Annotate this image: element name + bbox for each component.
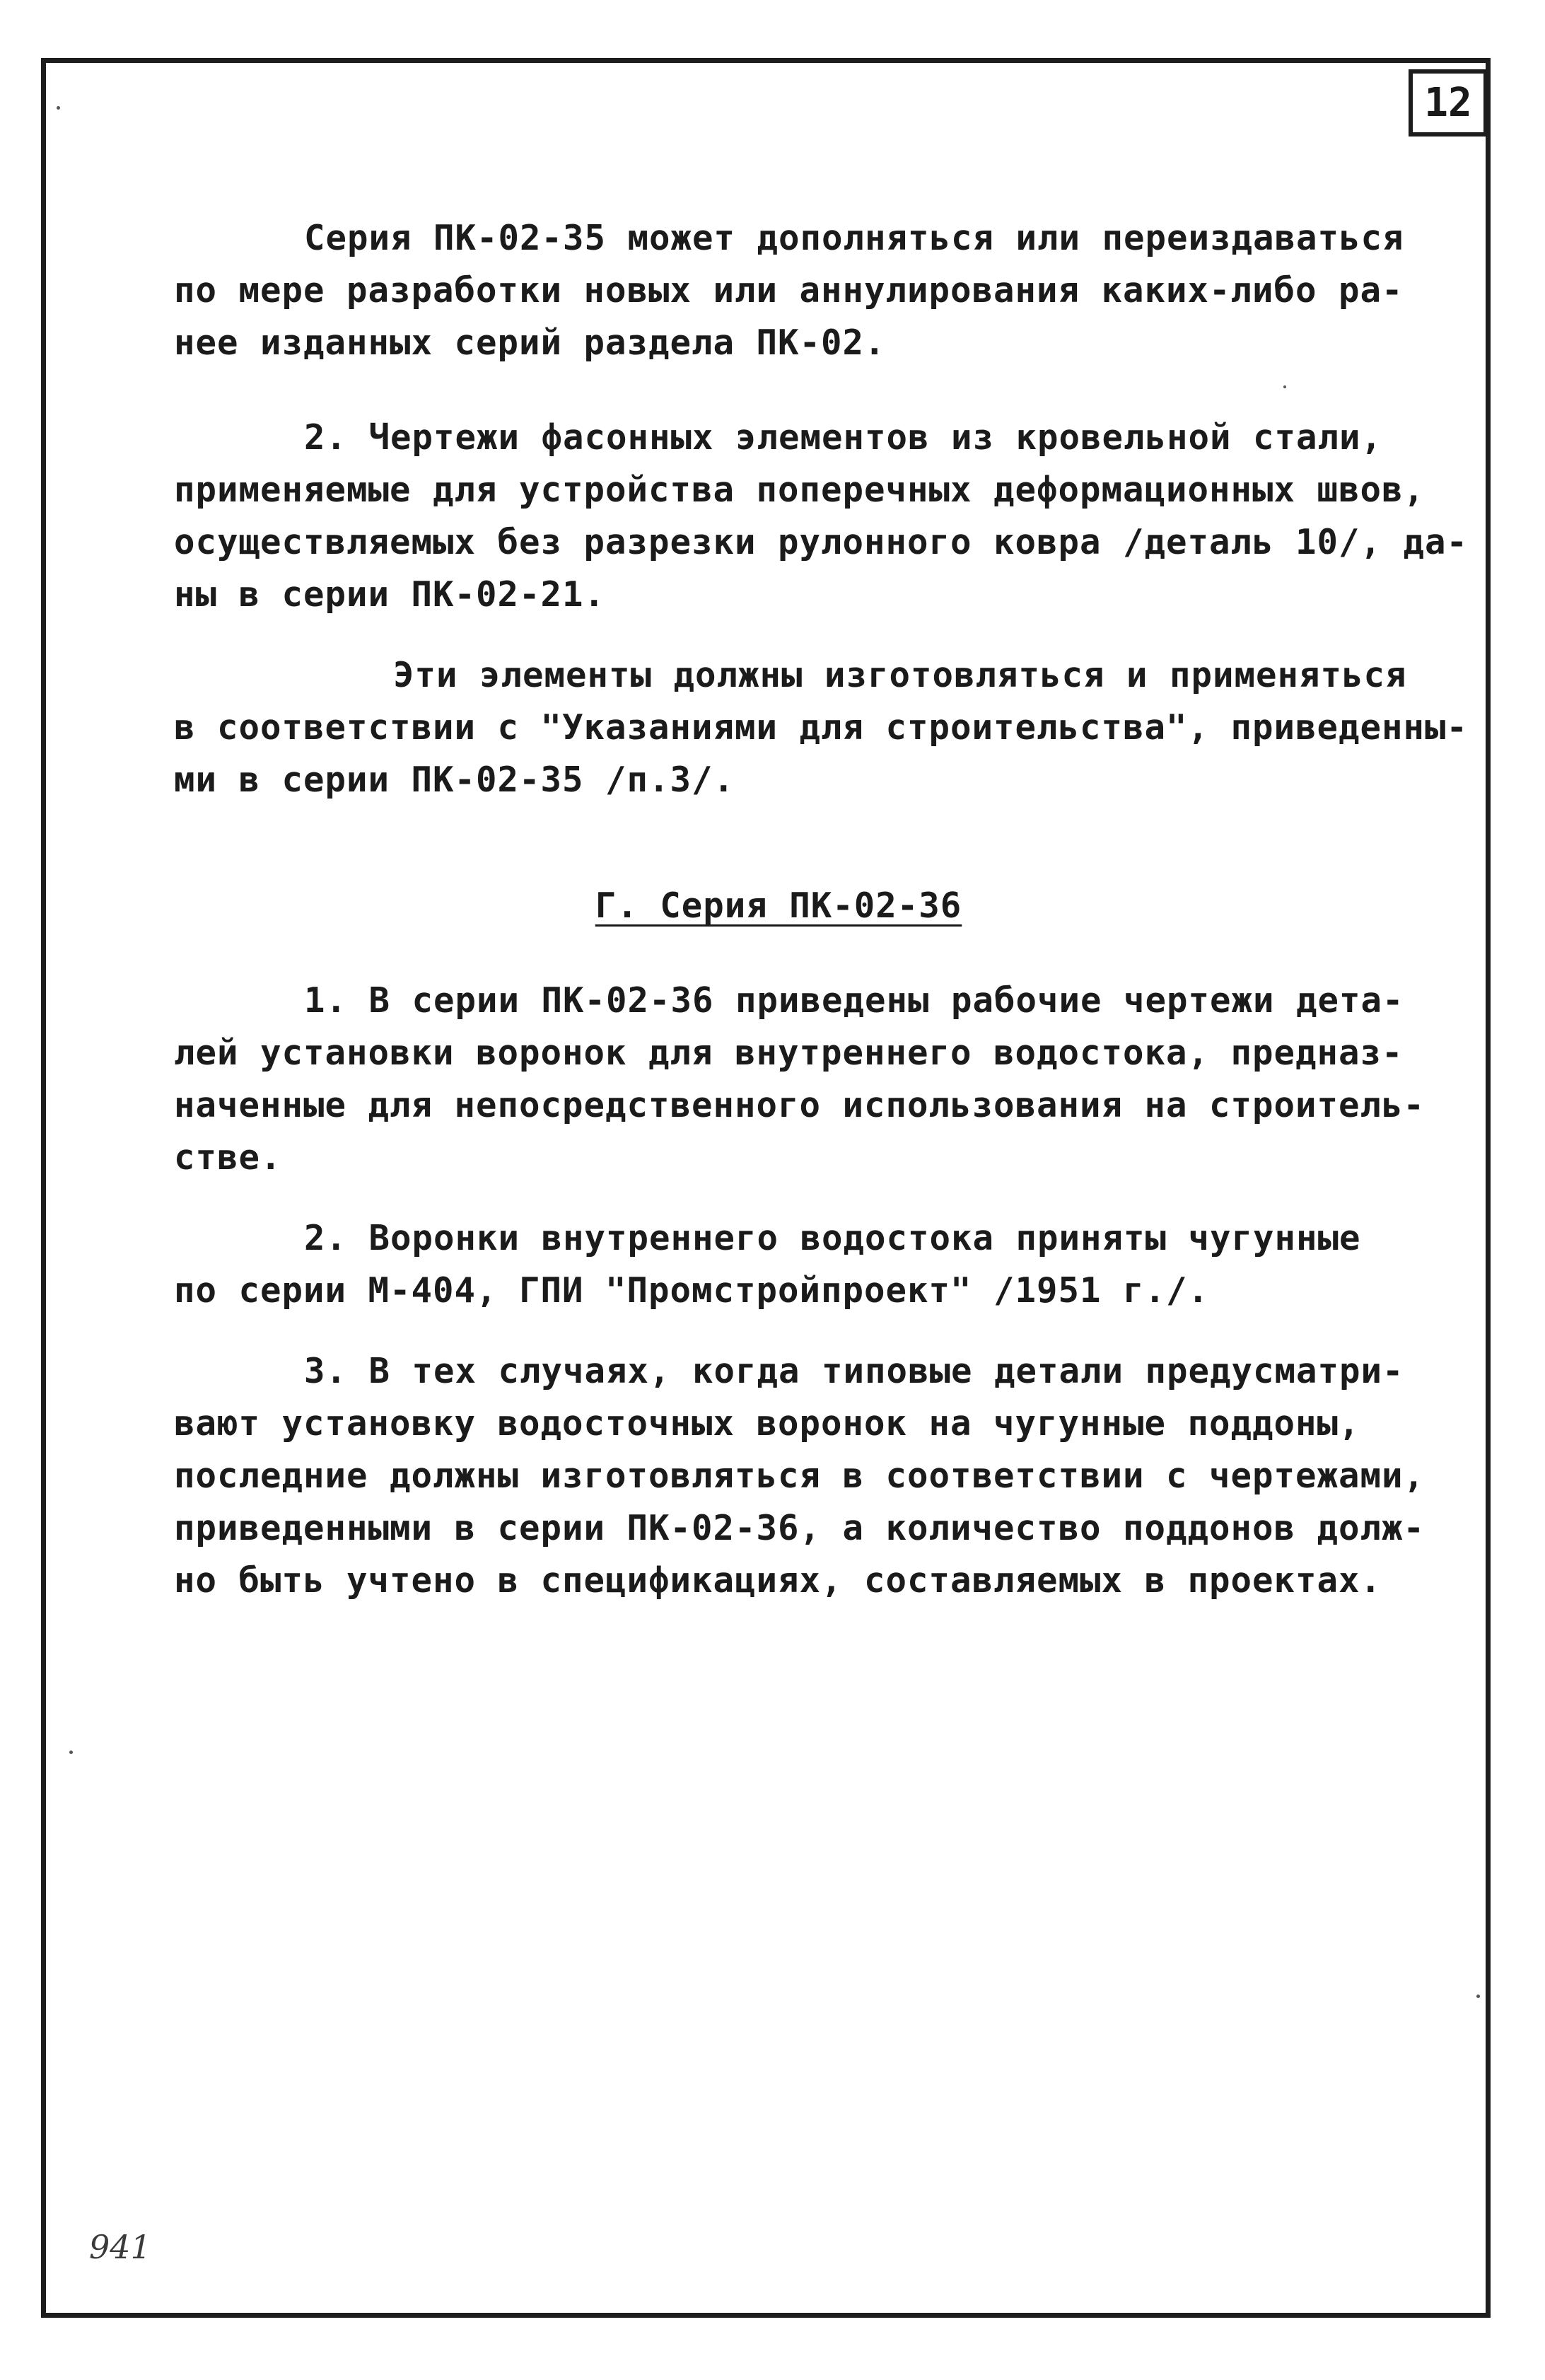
text-line: ми в серии ПК-02-35 /п.3/.: [174, 760, 735, 800]
scan-speck: [57, 106, 60, 110]
section-heading: [89, 880, 1468, 932]
text-line: приведенными в серии ПК-02-36, а количество поддонов долж-: [174, 1508, 1426, 1548]
archive-number: 941: [89, 2228, 151, 2266]
scan-speck: [69, 1751, 73, 1754]
paragraph-item-1-series-36: [174, 975, 1468, 1184]
text-line: наченные для непосредственного использования на строитель-: [174, 1085, 1426, 1125]
text-line: по мере разработки новых или аннулирования каких-либо ра-: [174, 270, 1404, 310]
text-line: применяемые для устройства поперечных деформационных швов,: [174, 470, 1426, 510]
text-line: последние должны изготовляться в соответствии с чертежами,: [174, 1456, 1426, 1496]
text-line: 3. В тех случаях, когда типовые детали предусматри-: [304, 1351, 1404, 1391]
text-line: ны в серии ПК-02-21.: [174, 574, 606, 615]
paragraph-item-3-trays: [174, 1345, 1468, 1607]
text-line: нее изданных серий раздела ПК-02.: [174, 323, 886, 363]
paragraph-series-35-updates: [174, 212, 1468, 369]
text-line: осуществляемых без разрезки рулонного ковра /деталь 10/, да-: [174, 522, 1469, 562]
text-line: но быть учтено в спецификациях, составляемых в проектах.: [174, 1560, 1382, 1601]
text-line: по серии М-404, ГПИ "Промстройпроект" /1951 г./.: [174, 1270, 1210, 1311]
text-line: лей установки воронок для внутреннего водостока, предназ-: [174, 1033, 1404, 1073]
text-line: в соответствии с "Указаниями для строительства", приведенны-: [174, 707, 1469, 748]
page-number: 12: [1409, 69, 1488, 137]
document-body: [174, 212, 1468, 1607]
paragraph-item-2-drawings: [174, 412, 1468, 621]
section-heading-text: Г. Серия ПК-02-36: [595, 886, 962, 926]
text-line: Серия ПК-02-35 может дополняться или переиздаваться: [304, 218, 1404, 258]
scan-speck: [1476, 1995, 1480, 1998]
text-line: стве.: [174, 1137, 282, 1178]
text-line: 2. Воронки внутреннего водостока приняты чугунные: [304, 1218, 1361, 1258]
text-line: 1. В серии ПК-02-36 приведены рабочие чертежи дета-: [304, 980, 1404, 1021]
paragraph-elements-manufacture: [174, 649, 1468, 806]
text-line: 2. Чертежи фасонных элементов из кровельной стали,: [304, 417, 1383, 458]
text-line: вают установку водосточных воронок на чугунные поддоны,: [174, 1403, 1360, 1444]
paragraph-item-2-funnels: [174, 1212, 1468, 1317]
text-line: Эти элементы должны изготовляться и применяться: [393, 655, 1407, 695]
scan-speck: [1283, 385, 1286, 388]
